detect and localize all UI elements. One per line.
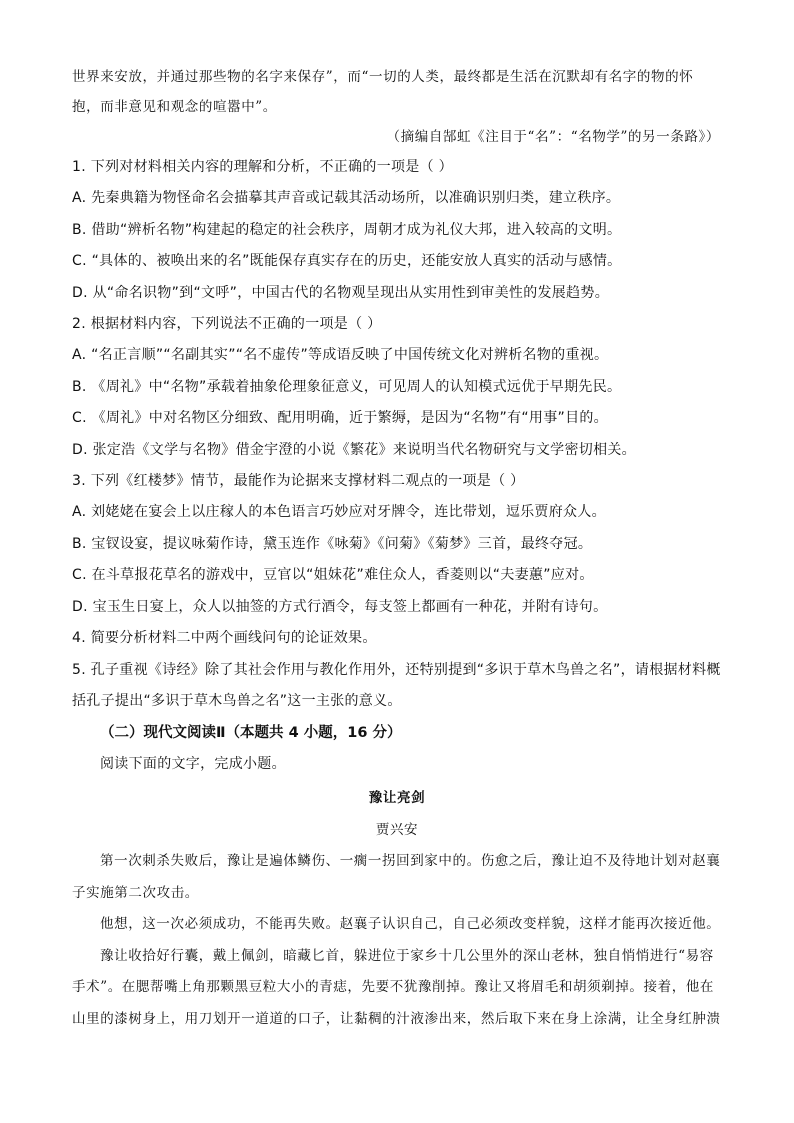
question-1-option-b: B. 借助“辨析名物”构建起的稳定的社会秩序，周朝才成为礼仪大邦，进入较高的文明。 [72,221,622,238]
question-1-stem: 1. 下列对材料相关内容的理解和分析，不正确的一项是（ ） [72,159,453,175]
story-line-4: 豫让收拾好行囊，戴上佩剑，暗藏匕首，躲进位于家乡十几公里外的深山老林，独自悄悄进行“易容 [100,947,714,964]
story-title: 豫让亮剑 [368,790,426,807]
story-line-3: 他想，这一次必须成功，不能再失败。赵襄子认识自己，自己必须改变样貌，这样才能再次接近他。 [100,916,721,933]
question-2-option-b: B. 《周礼》中“名物”承载着抽象伦理象征意义，可见周人的认知模式远优于早期先民。 [72,378,622,395]
excerpt-line-2: 抱，而非意见和观念的喧嚣中”。 [72,99,277,115]
question-2-option-c: C. 《周礼》中对名物区分细致、配用明确，近于繁缛，是因为“名物”有“用事”目的。 [72,410,608,427]
question-1-option-d: D. 从“命名识物”到“文呼”，中国古代的名物观呈现出从实用性到审美性的发展趋势。 [72,284,609,301]
question-5-line-1: 5. 孔子重视《诗经》除了其社会作用与教化作用外，还特别提到“多识于草木鸟兽之名”，请根据材料概 [72,661,721,678]
reading-instruction: 阅读下面的文字，完成小题。 [100,756,286,773]
question-4-stem: 4. 简要分析材料二中两个画线问句的论证效果。 [72,630,377,647]
question-1-option-a: A. 先秦典籍为物怪命名会描摹其声音或记载其活动场所，以准确识别归类，建立秩序。 [72,190,621,207]
question-3-stem: 3. 下列《红楼梦》情节，最能作为论据来支撑材料二观点的一项是（ ） [72,473,525,490]
story-line-5: 手术”。在腮帮嘴上角那颗黑豆粒大小的青痣，先要不犹豫削掉。豫让又将眉毛和胡须剃掉。接着，他在 [72,979,714,996]
questions-block [72,152,722,717]
question-2-stem: 2. 根据材料内容，下列说法不正确的一项是（ ） [72,316,382,333]
story-author: 贾兴安 [375,822,419,839]
excerpt-block [72,62,722,152]
question-3-option-a: A. 刘姥姥在宴会上以庄稼人的本色语言巧妙应对牙牌令，连比带划，逗乐贾府众人。 [72,504,606,521]
story-line-1: 第一次刺杀失败后，豫让是遍体鳞伤、一瘸一拐回到家中的。伤愈之后，豫让迫不及待地计划对赵襄 [100,853,721,870]
section-heading: （二）现代文阅读Ⅱ（本题共 4 小题，16 分） [100,725,402,742]
question-3-option-c: C. 在斗草报花草名的游戏中，豆官以“姐妹花”难住众人，香菱则以“夫妻蕙”应对。 [72,567,594,584]
question-2-option-d: D. 张定浩《文学与名物》借金宇澄的小说《繁花》来说明当代名物研究与文学密切相关。 [72,441,636,458]
story-line-6: 山里的漆树身上，用刀划开一道道的口子，让黏稠的汁液渗出来，然后取下来在身上涂满，让全身红肿溃 [72,1010,721,1027]
question-3-option-d: D. 宝玉生日宴上，众人以抽签的方式行酒令，每支签上都画有一种花，并附有诗句。 [72,598,608,615]
question-1-option-c: C. “具体的、被唤出来的名”既能保存真实存在的历史，还能安放人真实的活动与感情。 [72,253,622,270]
question-2-option-a: A. “名正言顺”“名副其实”“名不虚传”等成语反映了中国传统文化对辨析名物的重视。 [72,347,609,364]
excerpt-source: （摘编自郜虹《注目于“名”：“名物学”的另一条路》） [386,129,720,145]
story-block [72,782,722,1035]
question-3-option-b: B. 宝钗设宴，提议咏菊作诗，黛玉连作《咏菊》《问菊》《菊梦》三首，最终夺冠。 [72,535,593,552]
story-line-2: 子实施第二次攻击。 [72,884,199,901]
question-5-line-2: 括孔子提出“多识于草木鸟兽之名”这一主张的意义。 [72,692,402,709]
excerpt-line-1: 世界来安放，并通过那些物的名字来保存”，而“一切的人类，最终都是生活在沉默却有名字的物的怀 [72,69,694,85]
